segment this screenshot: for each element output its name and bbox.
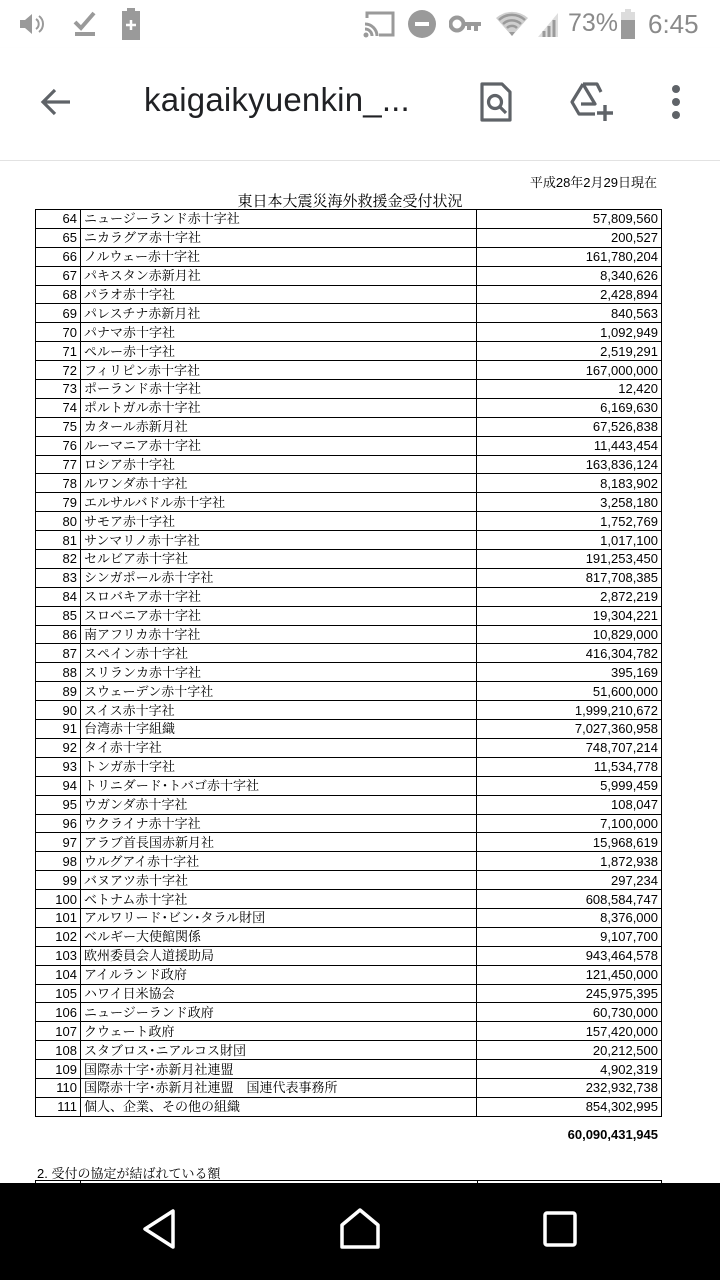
table-row (36, 720, 662, 739)
row-number: 97 (36, 833, 81, 852)
row-number: 88 (36, 663, 81, 682)
table-row (36, 493, 662, 512)
donation-amount: 840,563 (477, 304, 662, 323)
donor-name: パキスタン赤新月社 (81, 266, 477, 285)
table-row (36, 644, 662, 663)
donor-name: スロバキア赤十字社 (81, 587, 477, 606)
donor-name: パナマ赤十字社 (81, 323, 477, 342)
table-row (36, 417, 662, 436)
donation-amount: 51,600,000 (477, 682, 662, 701)
row-number: 105 (36, 984, 81, 1003)
table-row (36, 814, 662, 833)
donor-name: 欧州委員会人道援助局 (81, 946, 477, 965)
battery-percent: 73% (568, 9, 619, 37)
donor-name: バヌアツ赤十字社 (81, 871, 477, 890)
row-number: 73 (36, 380, 81, 399)
donation-amount: 60,730,000 (477, 1003, 662, 1022)
row-number: 111 (36, 1097, 81, 1116)
row-number: 107 (36, 1022, 81, 1041)
row-number: 69 (36, 304, 81, 323)
donor-name: スウェーデン赤十字社 (81, 682, 477, 701)
donor-name: ウガンダ赤十字社 (81, 795, 477, 814)
row-number: 103 (36, 946, 81, 965)
donor-name: サンマリノ赤十字社 (81, 531, 477, 550)
table-row (36, 833, 662, 852)
document-date: 平成28年2月29日現在 (529, 175, 657, 190)
table-row (36, 871, 662, 890)
donor-name: セルビア赤十字社 (81, 550, 477, 569)
row-number: 108 (36, 1041, 81, 1060)
row-number: 99 (36, 871, 81, 890)
cast-icon (362, 0, 396, 48)
donor-name: ポーランド赤十字社 (81, 380, 477, 399)
donor-name: トンガ赤十字社 (81, 757, 477, 776)
row-number: 86 (36, 625, 81, 644)
cell-signal-icon (534, 0, 562, 48)
donation-amount: 7,027,360,958 (477, 720, 662, 739)
row-number: 101 (36, 908, 81, 927)
download-done-icon (70, 0, 100, 48)
table-row (36, 304, 662, 323)
row-number: 92 (36, 738, 81, 757)
table-row (36, 1097, 662, 1116)
wifi-icon (494, 0, 530, 48)
row-number: 93 (36, 757, 81, 776)
clock: 6:45 (648, 9, 699, 39)
row-number: 106 (36, 1003, 81, 1022)
donation-amount: 57,809,560 (477, 210, 662, 229)
donation-amount: 395,169 (477, 663, 662, 682)
row-number: 76 (36, 436, 81, 455)
donation-amount: 1,999,210,672 (477, 701, 662, 720)
donation-amount: 67,526,838 (477, 417, 662, 436)
row-number: 71 (36, 342, 81, 361)
table-row (36, 210, 662, 229)
donation-amount: 4,902,319 (477, 1060, 662, 1079)
donor-name: ノルウェー赤十字社 (81, 247, 477, 266)
table-row (36, 625, 662, 644)
table-row (36, 757, 662, 776)
more-options-button[interactable] (648, 76, 704, 132)
donor-name: パラオ赤十字社 (81, 285, 477, 304)
donor-name: シンガポール赤十字社 (81, 568, 477, 587)
row-number: 75 (36, 417, 81, 436)
find-in-document-icon (479, 81, 513, 128)
donation-amount: 12,420 (477, 380, 662, 399)
donation-amount: 1,092,949 (477, 323, 662, 342)
donor-name: ポルトガル赤十字社 (81, 398, 477, 417)
table-row (36, 701, 662, 720)
document-heading: 東日本大震災海外救援金受付状況 (237, 193, 463, 210)
nav-home-button[interactable] (320, 1201, 400, 1261)
row-number: 65 (36, 228, 81, 247)
donation-amount: 8,376,000 (477, 908, 662, 927)
donor-name: アラブ首長国赤新月社 (81, 833, 477, 852)
table-row (36, 795, 662, 814)
donation-amount: 161,780,204 (477, 247, 662, 266)
donor-name: ハワイ日米協会 (81, 984, 477, 1003)
donation-amount: 245,975,395 (477, 984, 662, 1003)
navigation-bar (0, 1183, 720, 1280)
row-number: 84 (36, 587, 81, 606)
donor-name: クウェート政府 (81, 1022, 477, 1041)
app-bar (0, 48, 720, 161)
donor-name: タイ赤十字社 (81, 738, 477, 757)
home-icon (338, 1207, 382, 1256)
row-number: 102 (36, 927, 81, 946)
table-row (36, 890, 662, 909)
table-row (36, 776, 662, 795)
row-number: 68 (36, 285, 81, 304)
row-number: 89 (36, 682, 81, 701)
row-number: 104 (36, 965, 81, 984)
donation-amount: 6,169,630 (477, 398, 662, 417)
row-number: 70 (36, 323, 81, 342)
donation-amount: 5,999,459 (477, 776, 662, 795)
donation-amount: 943,464,578 (477, 946, 662, 965)
donation-amount: 11,443,454 (477, 436, 662, 455)
add-to-drive-button[interactable] (564, 76, 620, 132)
donation-amount: 1,752,769 (477, 512, 662, 531)
table-row (36, 587, 662, 606)
donor-name: ルーマニア赤十字社 (81, 436, 477, 455)
row-number: 67 (36, 266, 81, 285)
battery-charging-icon (118, 0, 144, 48)
row-number: 87 (36, 644, 81, 663)
table-row (36, 342, 662, 361)
donations-table (35, 209, 662, 1117)
donation-amount: 1,872,938 (477, 852, 662, 871)
row-number: 110 (36, 1078, 81, 1097)
donation-amount: 10,829,000 (477, 625, 662, 644)
table-row (36, 455, 662, 474)
total-amount: 60,090,431,945 (567, 1127, 658, 1142)
donation-amount: 854,302,995 (477, 1097, 662, 1116)
donor-name: アルワリード･ビン･タラル財団 (81, 908, 477, 927)
table-row (36, 247, 662, 266)
row-number: 79 (36, 493, 81, 512)
table-row (36, 927, 662, 946)
table-row (36, 474, 662, 493)
table-row (36, 606, 662, 625)
donation-amount: 9,107,700 (477, 927, 662, 946)
donor-name: ウクライナ赤十字社 (81, 814, 477, 833)
table-row (36, 1060, 662, 1079)
table-row (36, 436, 662, 455)
row-number: 80 (36, 512, 81, 531)
row-number: 82 (36, 550, 81, 569)
table-row (36, 1022, 662, 1041)
donation-amount: 167,000,000 (477, 361, 662, 380)
donor-name: スリランカ赤十字社 (81, 663, 477, 682)
donation-amount: 608,584,747 (477, 890, 662, 909)
donation-amount: 121,450,000 (477, 965, 662, 984)
donor-name: スペイン赤十字社 (81, 644, 477, 663)
table-row (36, 1078, 662, 1097)
volume-icon (16, 0, 50, 48)
donation-amount: 191,253,450 (477, 550, 662, 569)
donation-amount: 108,047 (477, 795, 662, 814)
row-number: 94 (36, 776, 81, 795)
donor-name: スロベニア赤十字社 (81, 606, 477, 625)
donor-name: 個人、企業、その他の組織 (81, 1097, 477, 1116)
donor-name: エルサルバドル赤十字社 (81, 493, 477, 512)
document-viewer[interactable] (0, 161, 720, 1183)
table-row (36, 965, 662, 984)
table-row (36, 738, 662, 757)
table-row (36, 512, 662, 531)
donation-amount: 1,017,100 (477, 531, 662, 550)
donation-amount: 15,968,619 (477, 833, 662, 852)
donation-amount: 19,304,221 (477, 606, 662, 625)
donor-name: ニュージーランド政府 (81, 1003, 477, 1022)
row-number: 81 (36, 531, 81, 550)
donation-amount: 2,519,291 (477, 342, 662, 361)
donor-name: ニュージーランド赤十字社 (81, 210, 477, 229)
table-row (36, 361, 662, 380)
table-row (36, 1003, 662, 1022)
donor-name: カタール赤新月社 (81, 417, 477, 436)
recents-icon (542, 1210, 578, 1253)
row-number: 98 (36, 852, 81, 871)
donation-amount: 7,100,000 (477, 814, 662, 833)
do-not-disturb-icon (406, 0, 438, 48)
row-number: 109 (36, 1060, 81, 1079)
donation-amount: 11,534,778 (477, 757, 662, 776)
table-row (36, 228, 662, 247)
donation-amount: 748,707,214 (477, 738, 662, 757)
table-row (36, 531, 662, 550)
table-row (36, 550, 662, 569)
table-row (36, 266, 662, 285)
arrow-back-icon (38, 84, 74, 125)
row-number: 95 (36, 795, 81, 814)
row-number: 83 (36, 568, 81, 587)
battery-icon (618, 0, 638, 48)
donation-amount: 20,212,500 (477, 1041, 662, 1060)
donor-name: スイス赤十字社 (81, 701, 477, 720)
donor-name: 国際赤十字･赤新月社連盟 (81, 1060, 477, 1079)
donor-name: ウルグアイ赤十字社 (81, 852, 477, 871)
find-in-document-button[interactable] (468, 76, 524, 132)
donor-name: ベトナム赤十字社 (81, 890, 477, 909)
table-row (36, 398, 662, 417)
row-number: 64 (36, 210, 81, 229)
donation-amount: 157,420,000 (477, 1022, 662, 1041)
back-icon (140, 1207, 180, 1256)
donor-name: 南アフリカ赤十字社 (81, 625, 477, 644)
donor-name: 国際赤十字･赤新月社連盟 国連代表事務所 (81, 1078, 477, 1097)
donor-name: スタブロス･ニアルコス財団 (81, 1041, 477, 1060)
table-row (36, 908, 662, 927)
row-number: 96 (36, 814, 81, 833)
more-vert-icon (670, 84, 682, 125)
section-2-heading: 2. 受付の協定が結ばれている額 (37, 1166, 221, 1181)
donation-amount: 3,258,180 (477, 493, 662, 512)
donor-name: トリニダード･トバゴ赤十字社 (81, 776, 477, 795)
table-row (36, 323, 662, 342)
table-row (36, 682, 662, 701)
vpn-key-icon (448, 0, 484, 48)
table-row (36, 663, 662, 682)
donation-amount: 232,932,738 (477, 1078, 662, 1097)
table-row (36, 380, 662, 399)
document-title: kaigaikyuenkin_... (144, 81, 410, 118)
donor-name: ロシア赤十字社 (81, 455, 477, 474)
donor-name: フィリピン赤十字社 (81, 361, 477, 380)
donation-amount: 2,872,219 (477, 587, 662, 606)
row-number: 78 (36, 474, 81, 493)
row-number: 100 (36, 890, 81, 909)
donation-amount: 8,340,626 (477, 266, 662, 285)
donor-name: ルワンダ赤十字社 (81, 474, 477, 493)
donor-name: パレスチナ赤新月社 (81, 304, 477, 323)
table-row (36, 984, 662, 1003)
nav-back-button[interactable] (120, 1201, 200, 1261)
donation-amount: 163,836,124 (477, 455, 662, 474)
row-number: 74 (36, 398, 81, 417)
donation-amount: 8,183,902 (477, 474, 662, 493)
donor-name: ベルギー大使館関係 (81, 927, 477, 946)
donation-amount: 416,304,782 (477, 644, 662, 663)
nav-recents-button[interactable] (520, 1201, 600, 1261)
add-to-drive-icon (569, 81, 615, 128)
donor-name: アイルランド政府 (81, 965, 477, 984)
donation-amount: 297,234 (477, 871, 662, 890)
table-row (36, 568, 662, 587)
donation-amount: 817,708,385 (477, 568, 662, 587)
donation-amount: 2,428,894 (477, 285, 662, 304)
donor-name: サモア赤十字社 (81, 512, 477, 531)
row-number: 66 (36, 247, 81, 266)
table-row (36, 852, 662, 871)
row-number: 77 (36, 455, 81, 474)
row-number: 72 (36, 361, 81, 380)
status-bar (0, 0, 720, 48)
table-row (36, 946, 662, 965)
row-number: 91 (36, 720, 81, 739)
back-button[interactable] (28, 76, 84, 132)
table-row (36, 1041, 662, 1060)
table-row (36, 285, 662, 304)
donor-name: ニカラグア赤十字社 (81, 228, 477, 247)
donation-amount: 200,527 (477, 228, 662, 247)
row-number: 90 (36, 701, 81, 720)
donor-name: 台湾赤十字組織 (81, 720, 477, 739)
row-number: 85 (36, 606, 81, 625)
donor-name: ペルー赤十字社 (81, 342, 477, 361)
